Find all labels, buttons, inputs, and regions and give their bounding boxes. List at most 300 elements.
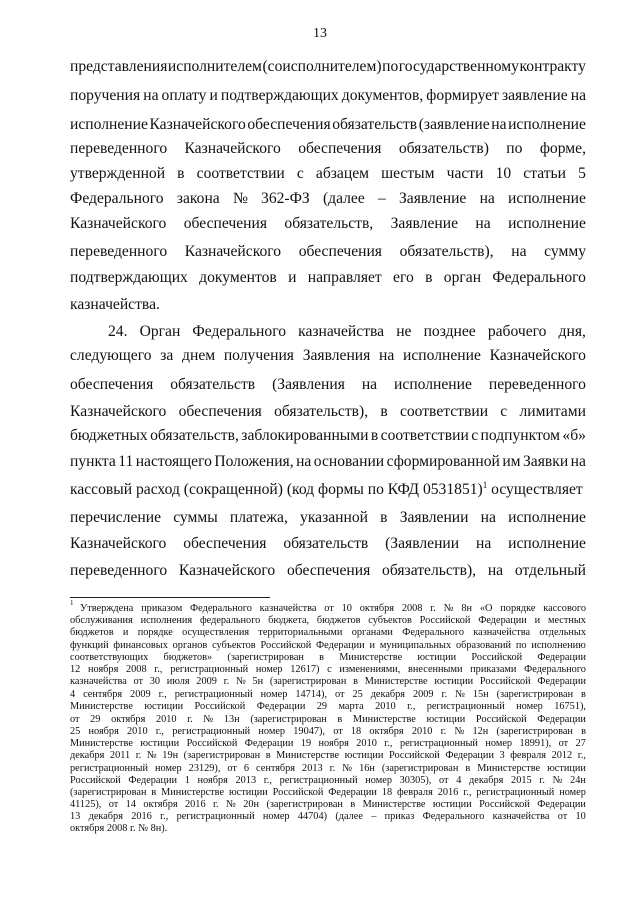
word: 2012 <box>551 750 573 761</box>
word: в <box>581 726 586 737</box>
word: Казначейского <box>178 562 276 579</box>
word: обязательств), <box>382 562 477 579</box>
word: 2010 <box>375 701 396 712</box>
body-line <box>70 57 586 77</box>
word: обязательств) <box>398 140 489 157</box>
word: 8н <box>461 603 473 614</box>
word: Заявления <box>302 347 371 364</box>
word: обязательств, <box>150 427 239 444</box>
word: заявление <box>501 87 568 104</box>
word: на <box>487 562 504 579</box>
word: 14 <box>125 799 136 810</box>
word: № <box>443 603 454 614</box>
word: 27 <box>575 738 586 749</box>
word: Казначейского <box>184 140 281 157</box>
word: по <box>506 140 523 157</box>
word: исполнение <box>394 376 472 393</box>
word: на <box>491 116 507 133</box>
word: 10 <box>575 811 586 822</box>
word: регистрационный <box>172 726 251 737</box>
footnote-line: октября 2008 г. № 8н). <box>70 823 168 834</box>
word: г. <box>329 763 336 774</box>
word: Утверждена <box>80 603 134 614</box>
word: 41125), <box>70 799 102 810</box>
word: октября <box>111 714 146 725</box>
word: (зарегистрирован <box>250 714 327 725</box>
word: 10 <box>341 603 352 614</box>
word: сентября <box>83 689 123 700</box>
word: от <box>108 799 119 810</box>
word: исполнения <box>140 615 193 626</box>
word: сумму <box>544 243 586 260</box>
word: (соисполнителем) <box>262 58 382 75</box>
word: Федерации <box>537 714 586 725</box>
word: порядке <box>500 603 536 614</box>
word: Федерации <box>256 701 306 712</box>
word: 15н <box>472 689 489 700</box>
footnote-line <box>70 652 586 664</box>
word: обслуживания <box>70 615 133 626</box>
word: г., <box>154 664 163 675</box>
word: Российской <box>479 676 531 687</box>
word: юстиции <box>434 676 474 687</box>
word: казначейства <box>298 323 385 340</box>
word: пункта <box>70 453 116 470</box>
word: следующего <box>70 347 152 364</box>
word: рабочего <box>487 323 547 340</box>
word: 1 <box>184 775 190 786</box>
word: Российской <box>389 750 440 761</box>
word: Казначейского <box>70 535 167 552</box>
word: Федерации <box>328 787 377 798</box>
word: приказом <box>141 603 183 614</box>
word: Заявки <box>522 453 569 470</box>
word: № <box>146 750 157 761</box>
word: форме, <box>539 140 586 157</box>
word: (зарегистрирован <box>183 750 261 761</box>
word: в <box>265 750 271 761</box>
word: октября <box>369 726 404 737</box>
word: юстиции <box>426 714 466 725</box>
word: г. <box>187 714 193 725</box>
word: от <box>227 763 237 774</box>
word: № <box>235 676 246 687</box>
word: «б» <box>562 427 586 444</box>
word: от <box>324 603 334 614</box>
word: шестым <box>381 165 435 182</box>
word: регистрационный <box>426 701 505 712</box>
body-text: кассовый расход (сокращенной) (код формы по КФД 0531851) <box>70 481 483 498</box>
word: на <box>361 376 378 393</box>
word: Российской <box>260 640 312 651</box>
word: «О <box>479 603 493 614</box>
word: обязательств <box>332 116 418 133</box>
word: бюджета, <box>268 615 310 626</box>
word: г., <box>407 701 416 712</box>
word: г. <box>539 775 545 786</box>
word: юстиции <box>417 652 457 663</box>
word: Министерстве <box>70 701 133 712</box>
word: 2010 <box>127 726 148 737</box>
word: исполнение <box>403 347 481 364</box>
word: регистрационный <box>70 763 148 774</box>
word: 13н <box>223 714 240 725</box>
footnote-line <box>70 640 586 652</box>
word: в <box>151 787 157 798</box>
word: 11 <box>118 453 134 470</box>
word: федерального <box>199 615 261 626</box>
word: обеспечения <box>178 403 262 420</box>
word: Российской <box>70 775 121 786</box>
word: государственному <box>398 58 519 75</box>
body-line <box>70 346 586 366</box>
word: № <box>232 190 248 207</box>
word: отдельных <box>539 627 586 638</box>
word: регистрационный <box>174 689 253 700</box>
word: Казначейского <box>149 116 246 133</box>
word: Федерации <box>244 738 294 749</box>
word: суммы <box>173 509 218 526</box>
footnote-line <box>70 627 586 639</box>
footnote-line <box>70 738 586 750</box>
word: ноября <box>87 664 119 675</box>
body-line <box>70 402 586 422</box>
word: исполнителем <box>167 58 262 75</box>
word: документов, <box>341 87 424 104</box>
word: от <box>335 689 345 700</box>
word: кассового <box>543 603 586 614</box>
word: октября <box>143 799 178 810</box>
word: Российской <box>419 615 471 626</box>
word: бюджетов» <box>163 652 213 663</box>
word: 19н <box>162 750 179 761</box>
body-line <box>70 115 586 135</box>
word: номер <box>365 775 392 786</box>
body-line <box>70 242 586 262</box>
word: 362-ФЗ <box>261 190 310 207</box>
footnote-separator <box>70 597 270 598</box>
word: (зарегистрирован <box>496 726 573 737</box>
word: регистрационный <box>176 811 255 822</box>
word: номер <box>559 787 586 798</box>
word: соответствии <box>399 403 489 420</box>
word: в <box>353 676 358 687</box>
word: Российской <box>471 652 523 663</box>
word: обеспечения <box>298 243 382 260</box>
footnote-line <box>70 787 586 799</box>
word: (далее <box>335 811 363 822</box>
word: субъектов <box>212 640 256 651</box>
word: Казначейского <box>70 403 167 420</box>
word: на <box>479 190 495 207</box>
word: сентября <box>256 763 296 774</box>
word: июля <box>166 676 190 687</box>
word: обязательств), <box>399 243 494 260</box>
word: соответствующих <box>70 652 149 663</box>
word: казначейства <box>492 811 550 822</box>
word: в <box>370 427 379 444</box>
word: Федерации <box>537 799 586 810</box>
body-text: осуществляет <box>487 481 583 498</box>
word: г. <box>440 726 447 737</box>
body-line <box>70 508 586 528</box>
word: орган <box>443 269 482 286</box>
word: Казначейского <box>70 215 167 232</box>
word: г., <box>155 726 164 737</box>
word: на <box>379 347 395 364</box>
word: финансовых <box>113 640 168 651</box>
footnote-line <box>70 701 586 713</box>
word: 2009 <box>196 676 217 687</box>
body-line <box>70 268 586 288</box>
word: февраля <box>397 787 433 798</box>
word: осуществления <box>182 627 250 638</box>
word: ноября <box>318 738 349 749</box>
word: исполнение <box>508 509 586 526</box>
word: его <box>393 269 414 286</box>
word: Российской <box>475 714 527 725</box>
word: по <box>382 58 399 75</box>
footnote-line <box>70 714 586 726</box>
word: 10 <box>495 165 512 182</box>
word: № <box>342 763 353 774</box>
word: 4 <box>456 775 462 786</box>
word: № <box>454 726 465 737</box>
word: регистрационный <box>170 664 249 675</box>
word: в <box>465 763 471 774</box>
word: Федерации <box>478 615 527 626</box>
word: утвержденной <box>70 165 166 182</box>
word: (зарегистрирован <box>227 652 304 663</box>
footnote-line <box>70 689 586 701</box>
word: сформированной <box>386 453 500 470</box>
word: и <box>534 615 541 626</box>
word: декабря <box>469 775 504 786</box>
word: октября <box>359 603 394 614</box>
body-line-with-footnote-ref <box>70 480 586 500</box>
word: Российской <box>272 787 324 798</box>
word: в <box>380 403 388 420</box>
word: 2016 <box>437 787 459 798</box>
word: получения <box>223 347 294 364</box>
word: Министерстве <box>161 787 225 798</box>
word: г., <box>160 811 169 822</box>
footnote-line <box>80 603 586 615</box>
word: на <box>511 243 527 260</box>
word: платежа, <box>229 509 288 526</box>
word: представления <box>70 58 168 75</box>
word: ноября <box>88 726 119 737</box>
word: органами <box>351 627 393 638</box>
word: исполнению <box>531 640 586 651</box>
word: 44704) <box>297 811 328 822</box>
word: исполнение <box>70 116 148 133</box>
body-line <box>70 375 586 395</box>
word: на <box>570 453 586 470</box>
body-line <box>70 534 586 554</box>
word: и <box>288 269 297 286</box>
word: Федерального <box>524 664 586 675</box>
word: исполнение <box>508 535 586 552</box>
word: бюджетов <box>316 615 361 626</box>
word: 2015 <box>511 775 532 786</box>
word: 24н <box>570 775 586 786</box>
word: субъектов <box>368 615 412 626</box>
word: Орган <box>139 323 181 340</box>
word: 25 <box>352 689 363 700</box>
word: (зарегистрирован <box>269 676 347 687</box>
word: бюджетных <box>70 427 148 444</box>
word: 20н <box>243 799 260 810</box>
word: № <box>203 714 214 725</box>
word: Министерстве <box>364 676 428 687</box>
word: на <box>143 87 159 104</box>
word: с <box>471 427 479 444</box>
word: контракту <box>519 58 586 75</box>
word: обеспечения <box>183 535 267 552</box>
word: бюджетов <box>70 627 114 638</box>
word: (Заявления <box>272 376 345 393</box>
word: внесенными <box>408 664 463 675</box>
word: 2016 <box>185 799 206 810</box>
word: г. <box>212 799 219 810</box>
word: статьи <box>523 165 567 182</box>
word: 2009 <box>130 689 151 700</box>
word: Министерстве <box>477 763 541 774</box>
word: Российской <box>479 799 530 810</box>
word: г., <box>384 738 393 749</box>
word: 19047), <box>293 726 326 737</box>
word: оплату <box>161 87 207 104</box>
word: юстиции <box>547 763 586 774</box>
word: указанной <box>300 509 368 526</box>
word: лимитами <box>519 403 586 420</box>
word: в <box>337 714 343 725</box>
word: (зарегистрирован <box>381 763 459 774</box>
word: направляет <box>307 269 382 286</box>
word: 12н <box>472 726 489 737</box>
word: не <box>396 323 412 340</box>
word: казначейства <box>259 603 317 614</box>
word: на <box>475 215 491 232</box>
word: и <box>209 87 218 104</box>
word: по <box>515 640 527 651</box>
word: № <box>552 775 563 786</box>
word: г. <box>441 689 448 700</box>
word: части <box>446 165 484 182</box>
word: от <box>70 714 80 725</box>
word: поручения <box>70 87 141 104</box>
word: 2013 <box>235 775 257 786</box>
word: муниципальных <box>379 640 452 651</box>
word: Федерации <box>445 750 494 761</box>
footnote-ref: 1 <box>482 480 488 490</box>
word: переведенного <box>488 376 586 393</box>
word: 16н <box>359 763 375 774</box>
body-line <box>70 164 586 184</box>
word: 18991), <box>519 738 552 749</box>
word: Положения, <box>214 453 294 470</box>
word: переведенного <box>70 140 168 157</box>
word: Заявление <box>390 215 458 232</box>
word: от <box>133 676 144 687</box>
word: с <box>500 403 508 420</box>
word: на <box>480 509 496 526</box>
word: Федерального <box>190 603 252 614</box>
body-line <box>70 452 586 472</box>
footnote-line <box>70 726 586 738</box>
word: закона <box>176 190 220 207</box>
word: 2016 <box>131 811 152 822</box>
word: в <box>581 689 586 700</box>
word: Федерального <box>192 323 287 340</box>
word: обязательств <box>170 376 256 393</box>
word: с <box>296 165 304 182</box>
footnote-line <box>70 775 586 787</box>
word: в <box>350 799 356 810</box>
footnote-first-line <box>70 599 586 615</box>
word: 25 <box>70 726 81 737</box>
word: – <box>371 811 377 822</box>
word: документов <box>199 269 277 286</box>
word: местных <box>547 615 586 626</box>
word: г., <box>158 689 167 700</box>
word: Российской <box>186 738 238 749</box>
word: днем <box>182 347 216 364</box>
body-line <box>70 86 586 106</box>
word: номер <box>485 738 513 749</box>
word: обязательств), <box>274 403 369 420</box>
word: 29 <box>316 701 328 712</box>
word: обеспечения <box>183 215 267 232</box>
word: 2008 <box>126 664 147 675</box>
word: (зарегистрирован <box>496 689 574 700</box>
word: обеспечения <box>298 140 382 157</box>
body-line <box>70 214 586 234</box>
word: заблокированными <box>241 427 369 444</box>
footnote-marker: 1 <box>70 599 74 607</box>
word: 18 <box>350 726 362 737</box>
word: Федерального <box>492 269 586 286</box>
body-line <box>70 426 586 446</box>
word: в <box>177 165 185 182</box>
word: подпунктом <box>480 427 560 444</box>
word: и <box>122 627 129 638</box>
word: 14714), <box>295 689 328 700</box>
word: юстиции <box>140 738 180 749</box>
word: г., <box>577 750 586 761</box>
word: 29 <box>90 714 101 725</box>
word: (Заявлении <box>385 535 460 552</box>
word: от <box>439 775 449 786</box>
word: – <box>377 190 386 207</box>
word: Министерстве <box>70 738 133 749</box>
word: 30 <box>149 676 161 687</box>
word: приказами <box>470 664 517 675</box>
word: подтверждающих <box>220 87 339 104</box>
word: № <box>226 799 236 810</box>
word: перечисление <box>70 509 162 526</box>
footnote-line <box>70 664 586 676</box>
word: от <box>558 738 569 749</box>
footnote-line <box>70 799 586 811</box>
word: от <box>333 726 343 737</box>
word: в <box>425 269 433 286</box>
word: обеспечения <box>287 562 371 579</box>
word: 18 <box>381 787 393 798</box>
word: номер <box>154 763 182 774</box>
word: 2010 <box>155 714 177 725</box>
